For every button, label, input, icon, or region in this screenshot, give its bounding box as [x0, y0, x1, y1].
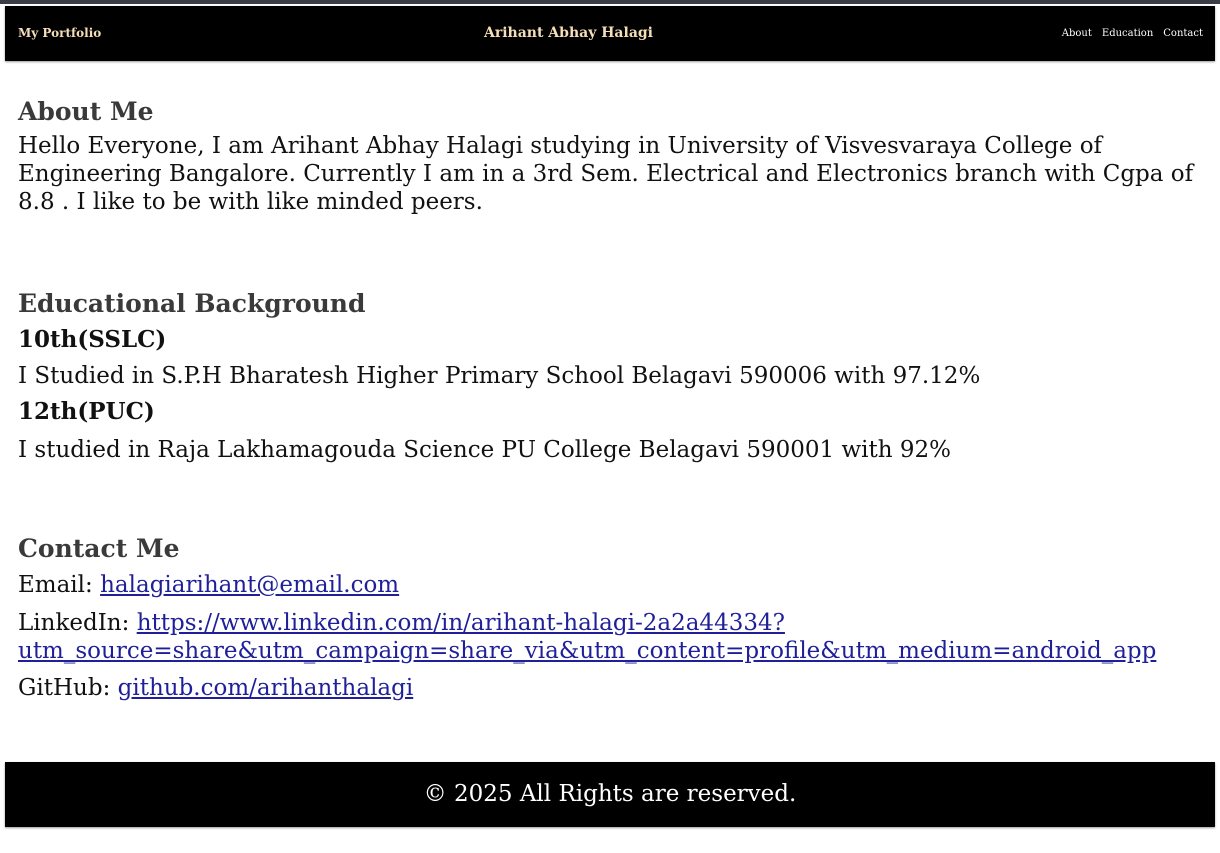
about-heading: About Me [18, 97, 154, 126]
education-item-text: I Studied in S.P.H Bharatesh Higher Primary School Belagavi 590006 with 97.12% [18, 363, 981, 389]
email-link[interactable]: halagiarihant@email.com [100, 572, 400, 598]
header-bar [5, 6, 1215, 61]
education-item-text: I studied in Raja Lakhamagouda Science PU College Belagavi 590001 with 92% [18, 437, 951, 463]
nav-link-contact[interactable]: Contact [1163, 28, 1203, 39]
main-content [18, 94, 1208, 702]
github-link[interactable]: github.com/arihanthalagi [117, 675, 414, 701]
contact-heading: Contact Me [18, 534, 180, 563]
site-title: Arihant Abhay Halagi [483, 25, 654, 41]
top-border [0, 0, 1220, 4]
github-label: GitHub: [18, 675, 111, 701]
linkedin-link[interactable]: https://www.linkedin.com/in/arihant-halagi-2a2a44334?utm_source=share&utm_campaign=share_via&utm_content=profile&utm_medium=android_app [18, 610, 1157, 664]
linkedin-label: LinkedIn: [18, 610, 130, 636]
brand-link[interactable]: My Portfolio [18, 26, 102, 40]
education-item-title: 10th(SSLC) [18, 326, 167, 353]
contact-section [18, 531, 1208, 702]
github-line [18, 674, 1208, 702]
nav-link-education[interactable]: Education [1101, 28, 1154, 39]
education-section [18, 286, 1208, 464]
education-heading: Educational Background [18, 289, 366, 318]
education-item-title: 12th(PUC) [18, 398, 155, 425]
about-section [18, 94, 1208, 216]
email-label: Email: [18, 572, 93, 598]
nav-menu [1062, 27, 1203, 40]
footer-text: © 2025 All Rights are reserved. [423, 781, 797, 807]
email-line [18, 571, 1208, 599]
footer [5, 762, 1215, 827]
about-text: Hello Everyone, I am Arihant Abhay Halagi studying in University of Visvesvaraya College of Engineering Bangalore. Currently I am in a 3rd Sem. Electrical and Electronics branch with Cgpa of 8.8 . I like to be with like minded peers. [18, 133, 1194, 215]
nav-link-about[interactable]: About [1061, 28, 1092, 39]
linkedin-line [18, 609, 1208, 665]
